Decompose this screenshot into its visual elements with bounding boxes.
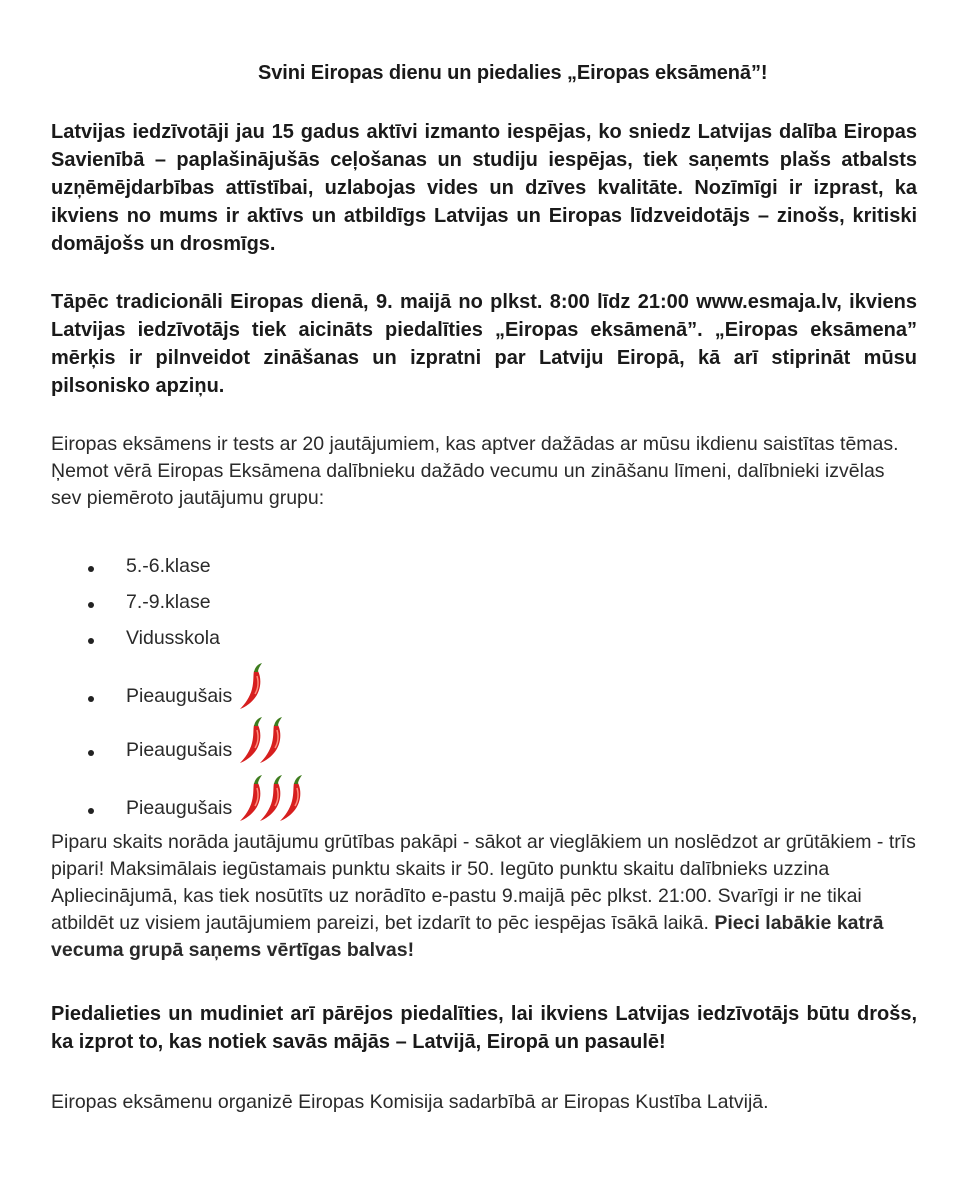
invitation-paragraph: Tāpēc tradicionāli Eiropas dienā, 9. maijā no plkst. 8:00 līdz 21:00 www.esmaja.lv, ikviens Latvijas iedzīvotājs tiek aicināts piedalīties „Eiropas eksāmenā”. „Eiropas eksāmena” mērķis ir pilnveidot zināšanas un izpratni par Latviju Eiropā, kā arī stiprināt mūsu pilsonisko apziņu. — [51, 291, 917, 397]
list-item — [51, 545, 306, 581]
description-paragraph: Eiropas eksāmens ir tests ar 20 jautājumiem, kas aptver dažādas ar mūsu ikdienu saistītas tēmas. Ņemot vērā Eiropas Eksāmena dalībnieku dažādo vecumu un zināšanu līmeni, dalībnieki izvēlas sev piemēroto jautājumu grupu: — [51, 433, 899, 509]
question-group-list — [51, 545, 306, 823]
difficulty-peppers — [238, 773, 306, 823]
scoring-text: Piparu skaits norāda jautājumu grūtības pakāpi - sākot ar vieglākiem un noslēdzot ar grūtākiem - trīs pipari! Maksimālais iegūstamais punktu skaits ir 50. Iegūto punktu skaitu dalībnieks uzzina Apliecinājumā, kas tiek nosūtīts uz norādīto e-pastu 9.maijā pēc plkst. 21:00. Svarīgi ir ne tikai atbildēt uz visiem jautājumiem pareizi, bet izdarīt to pēc iespējas īsākā laikā. — [51, 831, 916, 934]
list-item — [51, 711, 306, 765]
page-title: Svini Eiropas dienu un piedalies „Eiropas eksāmenā”! — [258, 62, 768, 84]
difficulty-peppers — [238, 661, 266, 711]
list-item — [51, 653, 306, 711]
level-label: Pieaugušais — [126, 797, 233, 819]
bullet-icon — [88, 696, 94, 702]
chili-pepper-icon — [258, 715, 286, 765]
chili-pepper-icon — [278, 773, 306, 823]
bullet-icon — [88, 602, 94, 608]
chili-pepper-icon — [238, 661, 266, 711]
level-label: Pieaugušais — [126, 739, 233, 761]
level-label: 5.-6.klase — [126, 555, 211, 577]
bullet-icon — [88, 566, 94, 572]
call-to-action-paragraph: Piedalieties un mudiniet arī pārējos piedalīties, lai ikviens Latvijas iedzīvotājs būtu drošs, ka izprot to, kas notiek savās mājās – Latvijā, Eiropā un pasaulē! — [51, 1003, 917, 1053]
level-label: Vidusskola — [126, 627, 220, 649]
level-label: 7.-9.klase — [126, 591, 211, 613]
scoring-paragraph — [51, 829, 917, 964]
bullet-icon — [88, 638, 94, 644]
organizer-note: Eiropas eksāmenu organizē Eiropas Komisija sadarbībā ar Eiropas Kustība Latvijā. — [51, 1091, 769, 1113]
list-item — [51, 765, 306, 823]
prizes-text: Pieci labākie katrā vecuma grupā saņems vērtīgas balvas! — [51, 912, 884, 961]
difficulty-peppers — [238, 715, 286, 765]
bullet-icon — [88, 808, 94, 814]
list-item — [51, 617, 306, 653]
bullet-icon — [88, 750, 94, 756]
list-item — [51, 581, 306, 617]
level-label: Pieaugušais — [126, 685, 233, 707]
intro-paragraph: Latvijas iedzīvotāji jau 15 gadus aktīvi izmanto iespējas, ko sniedz Latvijas dalība Eiropas Savienībā – paplašinājušās ceļošanas un studiju iespējas, tiek saņemts plašs atbalsts uzņēmējdarbības attīstībai, uzlabojas vides un dzīves kvalitāte. Nozīmīgi ir izprast, ka ikviens no mums ir aktīvs un atbildīgs Latvijas un Eiropas līdzveidotājs – zinošs, kritiski domājošs un drosmīgs. — [51, 121, 917, 255]
